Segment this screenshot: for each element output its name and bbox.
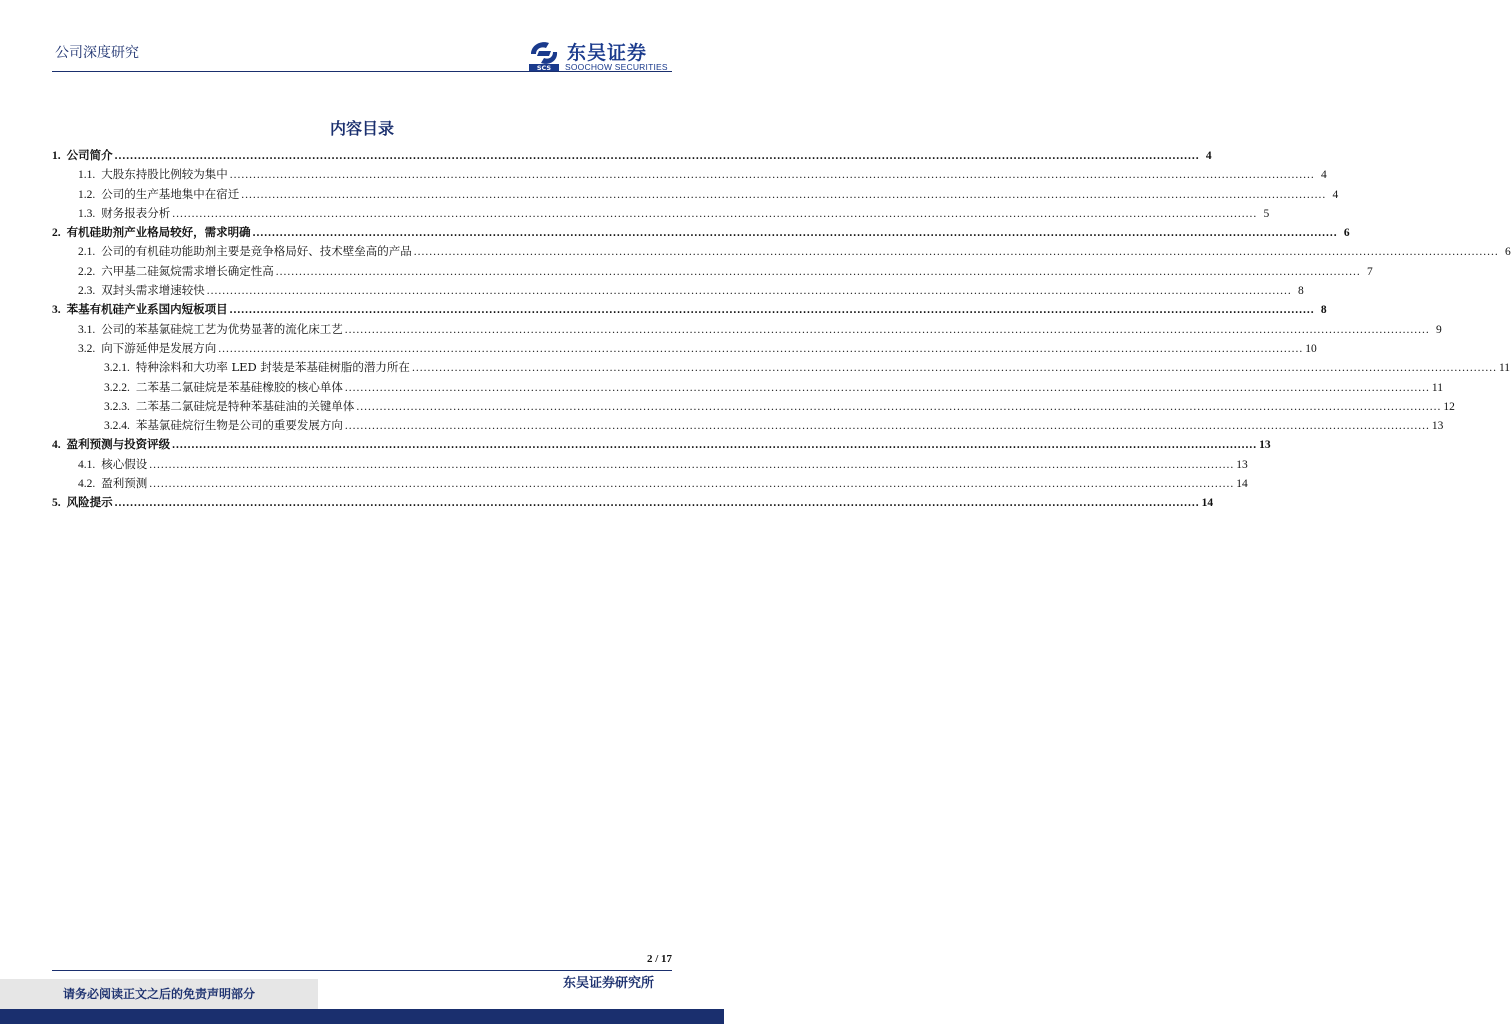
disclaimer-banner [0, 979, 318, 1009]
toc-entry-number: 2. [52, 227, 61, 240]
toc-entry-page: 6 [1343, 227, 1350, 240]
table-of-contents [52, 147, 1511, 514]
toc-entry-text: 苯基有机硅产业系国内短板项目 [66, 302, 228, 317]
toc-entry-number: 2.2. [78, 265, 96, 278]
scs-logo-mark-icon [527, 38, 563, 72]
toc-entry-page: 13 [1236, 458, 1248, 471]
toc-entry-number: 3.1. [78, 323, 96, 336]
toc-entry-page: 7 [1367, 265, 1373, 278]
toc-entry-text: 公司的有机硅功能助剂主要是竞争格局好、技术壁垒高的产品 [101, 244, 412, 259]
toc-entry-text: 双封头需求增速较快 [101, 283, 205, 298]
toc-entry-page: 8 [1298, 285, 1304, 298]
toc-entry-page: 4 [1205, 150, 1212, 162]
toc-entry-page: 8 [1320, 304, 1327, 317]
toc-entry-page: 4 [1321, 169, 1327, 182]
toc-entry-text: 盈利预测 [101, 476, 148, 491]
toc-entry-number: 5. [52, 497, 61, 510]
toc-entry[interactable] [52, 243, 1511, 262]
toc-entry-text: 盈利预测与投资评级 [66, 437, 171, 452]
toc-entry-number: 2.1. [78, 246, 96, 259]
toc-entry-number: 1.3. [78, 207, 96, 220]
toc-leader-dots [356, 401, 1441, 413]
toc-leader-dots [149, 459, 1234, 471]
toc-leader-dots [345, 324, 1430, 336]
toc-entry[interactable] [52, 224, 1350, 243]
toc-entry-text: 六甲基二硅氮烷需求增长确定性高 [101, 263, 274, 278]
toc-entry[interactable] [52, 186, 1339, 205]
toc-entry-number: 3.2. [78, 342, 96, 355]
toc-leader-dots [230, 169, 1315, 181]
toc-entry[interactable] [52, 417, 1444, 436]
toc-entry-page: 12 [1443, 400, 1455, 413]
toc-leader-dots [345, 382, 1430, 394]
toc-entry[interactable] [52, 379, 1443, 398]
toc-leader-dots [207, 285, 1292, 297]
toc-leader-dots [149, 478, 1234, 490]
toc-entry-number: 3.2.1. [104, 362, 130, 375]
toc-entry[interactable] [52, 263, 1373, 282]
toc-entry-page: 13 [1431, 420, 1444, 433]
toc-leader-dots [172, 439, 1257, 451]
toc-entry-text: 公司的生产基地集中在宿迁 [101, 186, 240, 201]
toc-entry-page: 6 [1505, 246, 1511, 259]
toc-entry-text: 风险提示 [66, 495, 113, 510]
toc-entry-number: 4.2. [78, 478, 96, 491]
toc-entry-number: 4. [52, 439, 61, 452]
page-number: 2 / 17 [646, 953, 672, 965]
toc-entry-number: 3.2.3. [104, 400, 130, 413]
disclaimer-text: 请务必阅读正文之后的免责声明部分 [63, 987, 256, 1001]
toc-leader-dots [241, 189, 1326, 201]
toc-entry-text: 向下游延伸是发展方向 [101, 340, 217, 355]
toc-entry[interactable] [52, 456, 1248, 475]
toc-entry[interactable] [52, 436, 1271, 455]
toc-entry-number: 1. [52, 150, 61, 162]
toc-entry[interactable] [52, 301, 1327, 320]
toc-entry-number: 3.2.4. [104, 420, 130, 433]
toc-entry[interactable] [52, 340, 1317, 359]
document-category-label: 公司深度研究 [55, 45, 139, 61]
research-institute-name: 东吴证券研究所 [562, 976, 654, 991]
toc-entry[interactable] [52, 359, 1511, 378]
toc-leader-dots [345, 420, 1430, 432]
footer-color-bar [0, 1009, 724, 1024]
toc-entry-number: 3. [52, 304, 61, 317]
toc-entry[interactable] [52, 321, 1442, 340]
toc-leader-dots [115, 150, 1200, 162]
toc-entry-page: 9 [1436, 323, 1442, 336]
toc-entry[interactable] [52, 475, 1248, 494]
toc-title: 内容目录 [329, 119, 394, 138]
toc-leader-dots [414, 246, 1499, 258]
toc-entry-number: 2.3. [78, 285, 96, 298]
toc-entry-page: 4 [1332, 188, 1339, 201]
toc-entry-page: 11 [1431, 381, 1443, 394]
toc-entry-number: 1.2. [78, 188, 96, 201]
toc-entry-text: 二苯基二氯硅烷是特种苯基硅油的关键单体 [135, 398, 355, 413]
toc-leader-dots [218, 343, 1303, 355]
toc-entry-number: 4.1. [78, 458, 96, 471]
toc-entry-text: 苯基氯硅烷衍生物是公司的重要发展方向 [135, 418, 343, 433]
toc-leader-dots [276, 266, 1361, 278]
toc-entry[interactable] [52, 205, 1270, 224]
svg-text:SCS: SCS [536, 64, 552, 72]
logo-english-name: SOOCHOW SECURITIES [565, 62, 668, 72]
toc-entry-page: 14 [1201, 497, 1214, 510]
toc-entry-number: 3.2.2. [104, 381, 130, 394]
toc-leader-dots [253, 227, 1338, 239]
toc-entry-page: 14 [1236, 478, 1248, 491]
footer-divider [52, 970, 672, 971]
soochow-securities-logo [527, 38, 677, 72]
toc-entry[interactable] [52, 166, 1327, 185]
header-divider [52, 71, 672, 72]
toc-entry-page: 5 [1263, 207, 1270, 220]
toc-entry-page: 13 [1259, 439, 1271, 452]
toc-entry[interactable] [52, 494, 1214, 513]
toc-leader-dots [230, 304, 1315, 316]
toc-entry-text: 二苯基二氯硅烷是苯基硅橡胶的核心单体 [135, 379, 343, 394]
toc-entry[interactable] [52, 282, 1304, 301]
toc-leader-dots [172, 208, 1257, 220]
toc-entry-text: 财务报表分析 [101, 205, 171, 220]
toc-entry-text: 公司简介 [66, 148, 113, 162]
toc-entry[interactable] [52, 398, 1455, 417]
toc-leader-dots [412, 362, 1497, 374]
toc-entry[interactable] [52, 147, 1212, 166]
toc-entry-page: 10 [1305, 342, 1317, 355]
toc-entry-text: 有机硅助剂产业格局较好，需求明确 [66, 225, 251, 240]
logo-chinese-name: 东吴证券 [567, 42, 648, 64]
toc-entry-text: 特种涂料和大功率 LED 封装是苯基硅树脂的潜力所在 [135, 360, 410, 375]
toc-entry-number: 1.1. [78, 169, 96, 182]
toc-entry-text: 公司的苯基氯硅烷工艺为优势显著的流化床工艺 [101, 321, 343, 336]
toc-leader-dots [115, 497, 1200, 509]
toc-entry-page: 11 [1498, 362, 1511, 375]
toc-entry-text: 核心假设 [101, 456, 148, 471]
toc-entry-text: 大股东持股比例较为集中 [101, 167, 228, 182]
